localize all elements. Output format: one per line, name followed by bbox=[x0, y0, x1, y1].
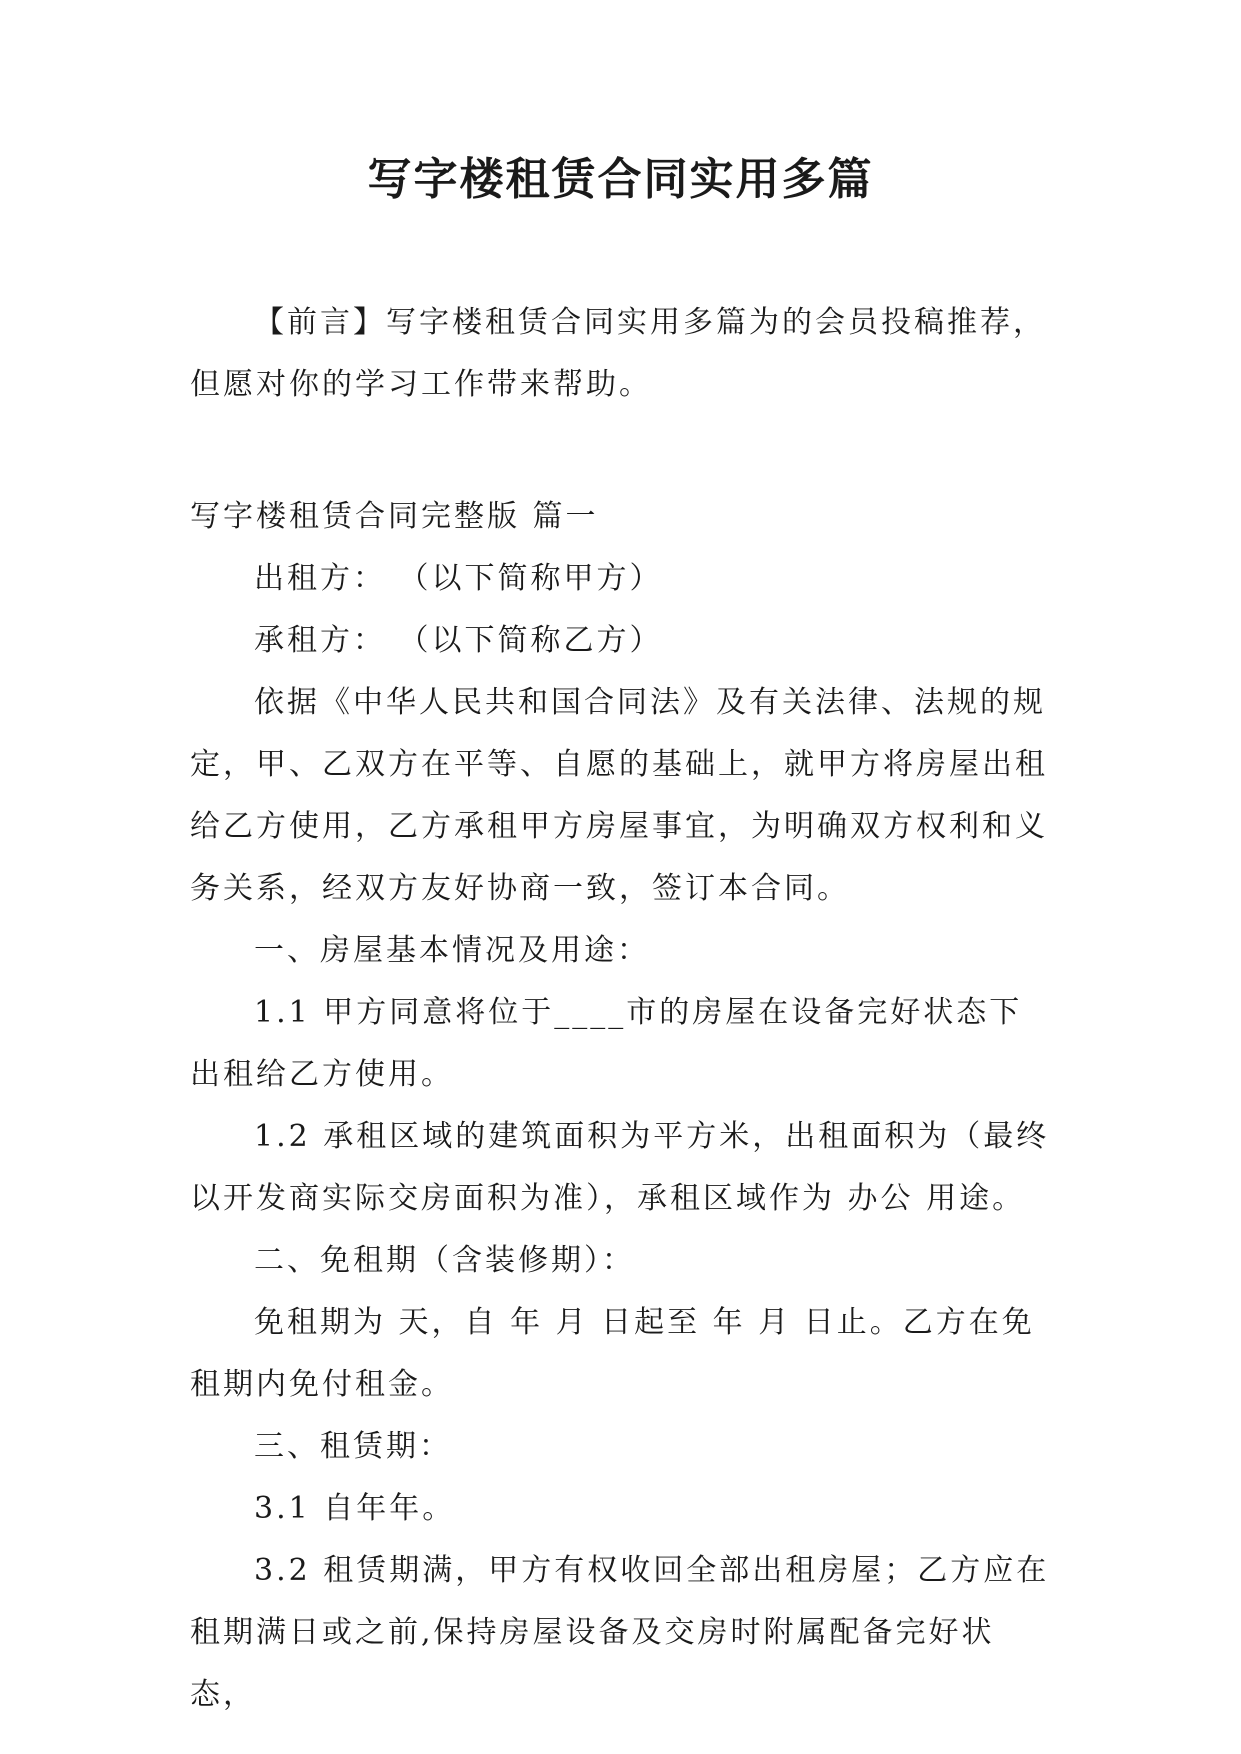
spacer bbox=[190, 416, 1050, 486]
clause-3-2: 3.2 租赁期满，甲方有权收回全部出租房屋；乙方应在租期满日或之前,保持房屋设备及交房时附属配备完好状态， bbox=[190, 1553, 1050, 1712]
preface-paragraph: 【前言】写字楼租赁合同实用多篇为的会员投稿推荐，但愿对你的学习工作带来帮助。 bbox=[190, 305, 1046, 402]
clause-heading-3: 三、租赁期： bbox=[254, 1429, 452, 1464]
lessor-line: 出租方： （以下简称甲方） bbox=[254, 561, 663, 596]
clause-2-text: 免租期为 天，自 年 月 日起至 年 月 日止。乙方在免租期内免付租金。 bbox=[190, 1305, 1035, 1402]
clause-heading-2: 二、免租期（含装修期）： bbox=[254, 1243, 635, 1278]
clause-3-1: 3.1 自年年。 bbox=[254, 1491, 456, 1526]
clause-1-1: 1.1 甲方同意将位于____市的房屋在设备完好状态下出租给乙方使用。 bbox=[190, 995, 1023, 1092]
lessee-line: 承租方： （以下简称乙方） bbox=[254, 623, 663, 658]
document-body bbox=[190, 292, 1050, 1726]
document-title: 写字楼租赁合同实用多篇 bbox=[367, 154, 874, 205]
clause-heading-1: 一、房屋基本情况及用途： bbox=[254, 933, 650, 968]
section-heading: 写字楼租赁合同完整版 篇一 bbox=[190, 499, 599, 534]
clause-1-2: 1.2 承租区域的建筑面积为平方米，出租面积为（最终以开发商实际交房面积为准），承租区域作为 办公 用途。 bbox=[190, 1119, 1050, 1216]
intro-paragraph: 依据《中华人民共和国合同法》及有关法律、法规的规定，甲、乙双方在平等、自愿的基础上，就甲方将房屋出租给乙方使用，乙方承租甲方房屋事宜，为明确双方权利和义务关系，经双方友好协商一致，签订本合同。 bbox=[190, 685, 1048, 906]
